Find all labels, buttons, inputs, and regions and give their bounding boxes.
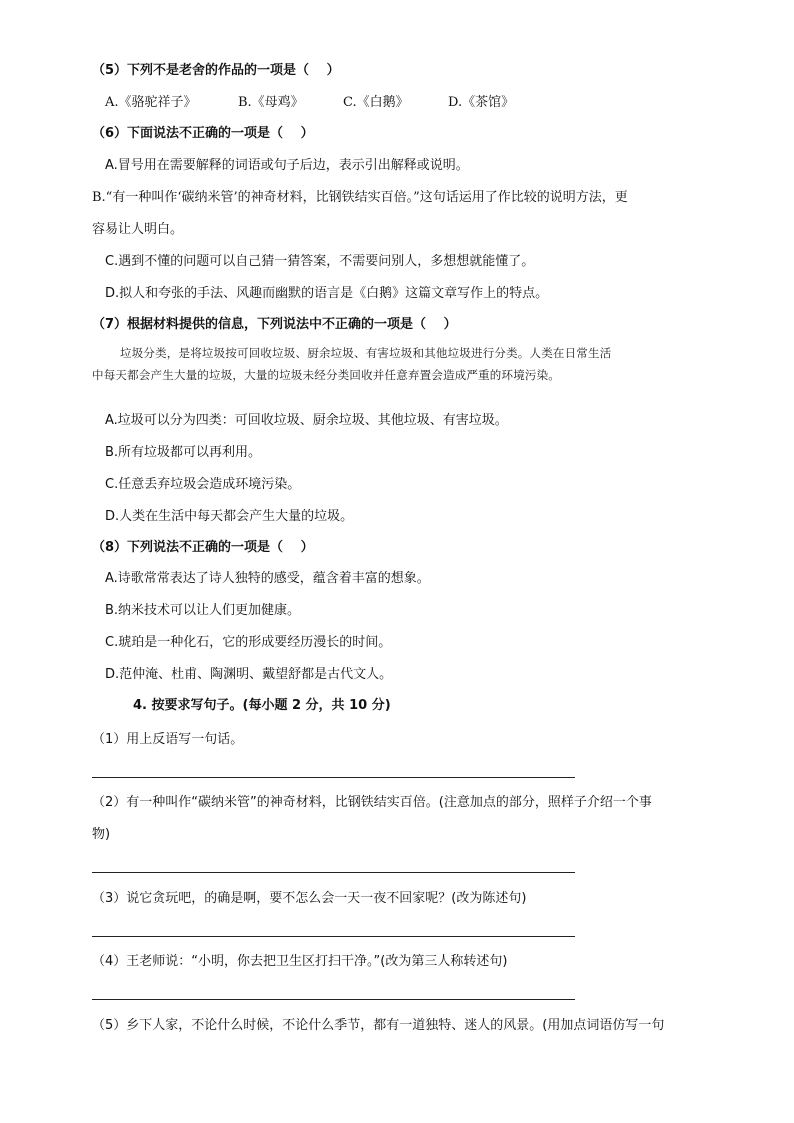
q5-option-a: A.《骆驼祥子》 xyxy=(105,95,197,110)
q6-option-d: D.拟人和夸张的手法、风趣而幽默的语言是《白鹅》这篇文章写作上的特点。 xyxy=(105,286,549,301)
q7-title: （7）根据材料提供的信息，下列说法中不正确的一项是（ ） xyxy=(92,317,457,332)
section4-item3: （3）说它贪玩吧，的确是啊，要不怎么会一天一夜不回家呢？(改为陈述句) xyxy=(92,891,527,906)
answer-line-2[interactable] xyxy=(92,872,575,873)
q6-option-a: A.冒号用在需要解释的词语或句子后边，表示引出解释或说明。 xyxy=(105,158,469,173)
section4-item1: （1）用上反语写一句话。 xyxy=(92,732,244,747)
q8-option-a: A.诗歌常常表达了诗人独特的感受，蕴含着丰富的想象。 xyxy=(105,571,430,586)
q5-option-b: B.《母鸡》 xyxy=(238,95,304,110)
q7-option-a: A.垃圾可以分为四类：可回收垃圾、厨余垃圾、其他垃圾、有害垃圾。 xyxy=(105,413,508,428)
q6-option-b-line2: 容易让人明白。 xyxy=(92,222,184,237)
section4-item4: （4）王老师说：“小明，你去把卫生区打扫干净。”(改为第三人称转述句) xyxy=(92,954,508,969)
q5-option-d: D.《茶馆》 xyxy=(448,95,515,110)
answer-line-1[interactable] xyxy=(92,777,575,778)
q6-option-c: C.遇到不懂的问题可以自己猜一猜答案，不需要问别人，多想想就能懂了。 xyxy=(105,254,535,269)
section4-item2-line2: 物) xyxy=(92,827,111,842)
section4-title: 4. 按要求写句子。(每小题 2 分，共 10 分) xyxy=(133,698,391,713)
q6-title: （6）下面说法不正确的一项是（ ） xyxy=(92,126,314,141)
q8-option-c: C.琥珀是一种化石，它的形成要经历漫长的时间。 xyxy=(105,635,392,650)
q8-title: （8）下列说法不正确的一项是（ ） xyxy=(92,540,314,555)
answer-line-3[interactable] xyxy=(92,936,575,937)
answer-line-4[interactable] xyxy=(92,999,575,1000)
section4-item2-line1: （2）有一种叫作“碳纳米管”的神奇材料，比钢铁结实百倍。(注意加点的部分，照样子介绍一个事 xyxy=(92,795,652,810)
q5-title: （5）下列不是老舍的作品的一项是（ ） xyxy=(92,63,340,78)
q7-material-line2: 中每天都会产生大量的垃圾，大量的垃圾未经分类回收并任意弃置会造成严重的环境污染。 xyxy=(92,368,560,382)
q8-option-d: D.范仲淹、杜甫、陶渊明、戴望舒都是古代文人。 xyxy=(105,667,393,682)
q7-option-d: D.人类在生活中每天都会产生大量的垃圾。 xyxy=(105,509,354,524)
q7-option-c: C.任意丢弃垃圾会造成环境污染。 xyxy=(105,477,301,492)
q7-material-line1: 垃圾分类，是将垃圾按可回收垃圾、厨余垃圾、有害垃圾和其他垃圾进行分类。人类在日常生活 xyxy=(120,346,612,360)
q7-option-b: B.所有垃圾都可以再利用。 xyxy=(105,445,262,460)
section4-item5: （5）乡下人家，不论什么时候，不论什么季节，都有一道独特、迷人的风景。(用加点词语仿写一句 xyxy=(92,1018,665,1033)
q8-option-b: B.纳米技术可以让人们更加健康。 xyxy=(105,603,301,618)
q5-option-c: C.《白鹅》 xyxy=(343,95,409,110)
q6-option-b-line1: B.“有一种叫作‘碳纳米管’的神奇材料，比钢铁结实百倍。”这句话运用了作比较的说明方法，更 xyxy=(92,190,628,205)
